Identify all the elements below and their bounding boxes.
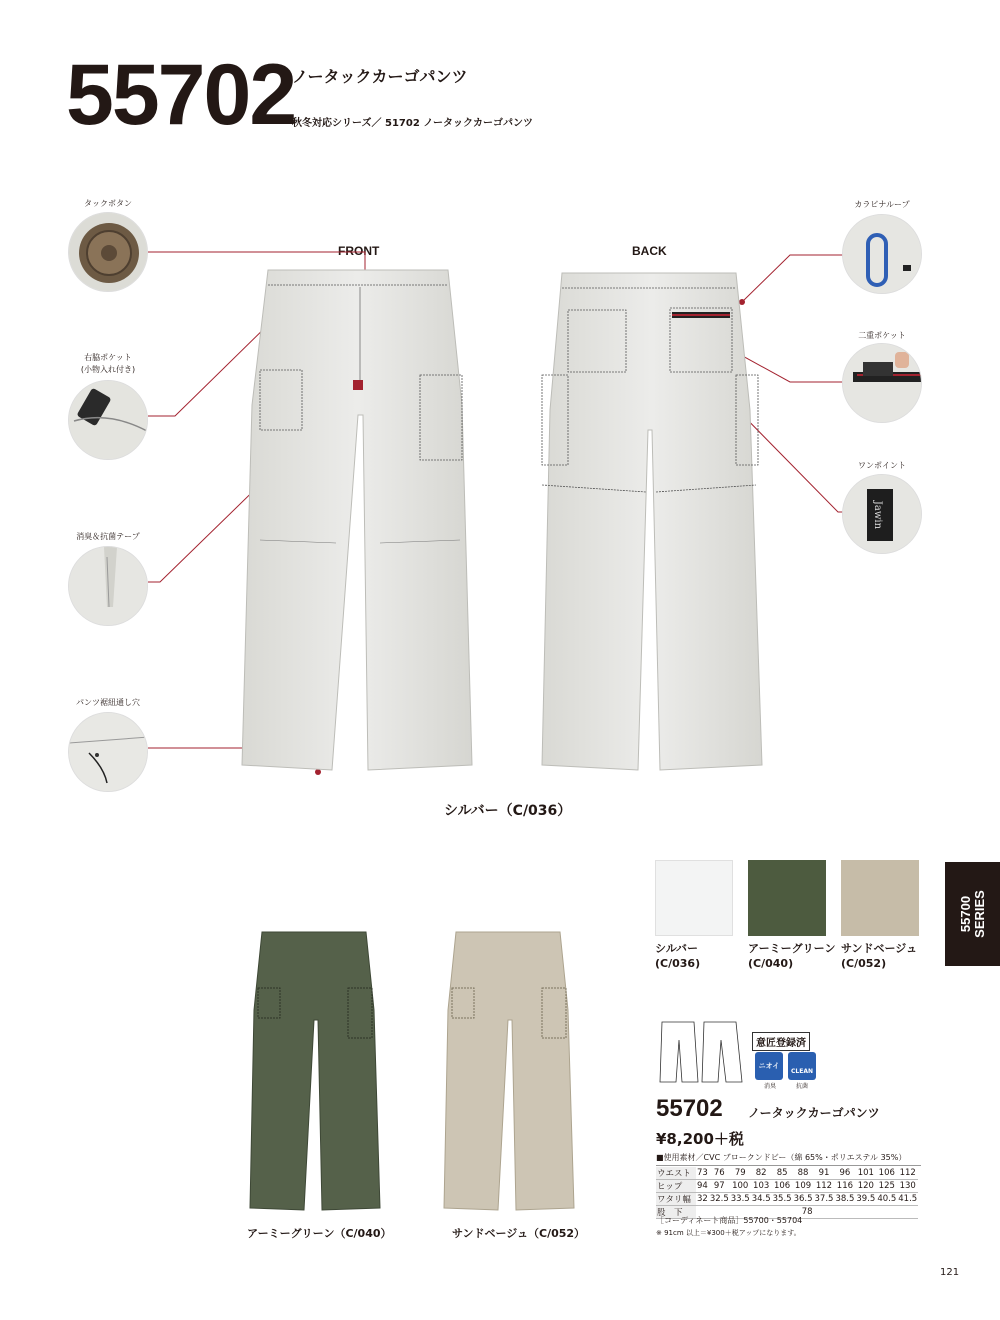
callout-label-deodorant-tape: 消臭＆抗菌テープ (76, 532, 140, 541)
pants-line-drawing-icon (656, 1020, 746, 1086)
size-cell: 109 (793, 1180, 814, 1193)
deodorant-tape-detail-image (68, 546, 148, 626)
spec-material: ■使用素材／CVC ブロークンドビー（綿 65%・ポリエステル 35%） (656, 1152, 921, 1166)
size-cell: 32 (697, 1194, 708, 1204)
tack-button-detail-image (68, 212, 148, 292)
size-table (656, 1167, 918, 1219)
size-cell: 91 (814, 1167, 835, 1180)
swatch-army-green-label: アーミーグリーン (C/040) (748, 942, 836, 970)
one-point-logo-detail-image (842, 474, 922, 554)
size-cell: 76 (709, 1167, 730, 1180)
size-table-row (656, 1193, 918, 1206)
size-cell: 73 (697, 1168, 708, 1178)
size-cell: 41.5 (898, 1194, 918, 1204)
size-cell: 125 (876, 1180, 897, 1193)
size-cell: 82 (751, 1167, 772, 1180)
size-table-row (656, 1180, 918, 1193)
tape-icon (69, 547, 148, 626)
model-number-heading: 55702 (66, 47, 296, 143)
pants-sand-beige-image (442, 930, 577, 1215)
antibacterial-label: 抗菌 (796, 1083, 809, 1090)
size-cell: 103 (751, 1180, 772, 1193)
callout-label-hem-string-hole: パンツ裾紐通し穴 (76, 698, 140, 707)
size-row-label: ヒップ (656, 1180, 696, 1193)
double-pocket-detail-image (842, 343, 922, 423)
pocket-icon (843, 344, 922, 423)
size-cell: 97 (709, 1180, 730, 1193)
pants-back-image (538, 270, 768, 780)
size-cell: 96 (834, 1167, 855, 1180)
size-row-label: ワタリ幅 (656, 1193, 696, 1206)
button-icon (69, 213, 148, 292)
page-number: 121 (940, 1267, 960, 1278)
size-cell: 78 (696, 1206, 918, 1219)
callout-label-double-pocket: 二重ポケット (858, 331, 906, 340)
size-cell: 106 (772, 1180, 793, 1193)
coordinate-items: ［コーディネート商品］55700・55704 (656, 1216, 803, 1225)
brand-tag-icon (843, 475, 922, 554)
size-cell: 36.5 (793, 1194, 813, 1204)
front-label: FRONT (338, 244, 380, 258)
size-cell: 32.5 (709, 1194, 729, 1204)
size-cell: 88 (793, 1167, 814, 1180)
product-name: ノータックカーゴパンツ (292, 67, 468, 86)
size-cell: 130 (897, 1180, 918, 1193)
hem-hole-detail-image (68, 712, 148, 792)
sand-beige-caption: サンドベージュ（C/052） (452, 1227, 586, 1240)
callout-label-one-point: ワンポイント (858, 461, 906, 470)
size-cell: 37.5 (814, 1194, 834, 1204)
size-cell: 79 (730, 1167, 751, 1180)
spec-product-name: ノータックカーゴパンツ (748, 1106, 880, 1120)
size-cell: 116 (834, 1180, 855, 1193)
swatch-army-green (748, 860, 826, 936)
size-cell: 39.5 (856, 1194, 876, 1204)
size-cell: 94 (697, 1181, 708, 1191)
size-cell: 106 (876, 1167, 897, 1180)
callout-label-right-side-pocket: 右脇ポケット (小物入れ付き) (80, 353, 136, 374)
size-table-row (656, 1167, 918, 1180)
price-note: ※ 91cm 以上＝¥300＋税アップになります。 (656, 1229, 801, 1237)
carabiner-detail-image (842, 214, 922, 294)
size-cell: 100 (730, 1180, 751, 1193)
main-color-caption: シルバー（C/036） (444, 803, 572, 819)
side-pocket-detail-image (68, 380, 148, 460)
string-hole-icon (69, 713, 148, 792)
size-cell: 112 (814, 1180, 835, 1193)
swatch-silver (655, 860, 733, 936)
callout-label-tack-button: タックボタン (84, 199, 132, 208)
spec-model-number: 55702 (656, 1095, 723, 1122)
pants-front-image (240, 265, 480, 785)
size-cell: 33.5 (730, 1194, 750, 1204)
size-cell: 40.5 (877, 1194, 897, 1204)
series-line: 秋冬対応シリーズ／ 51702 ノータックカーゴパンツ (292, 118, 533, 129)
army-green-caption: アーミーグリーン（C/040） (247, 1227, 392, 1240)
deodorant-badge-icon: ニオイ (755, 1052, 783, 1080)
svg-text:Jawin: Jawin (872, 500, 883, 530)
size-row-label: ウエスト (656, 1167, 696, 1180)
pants-army-green-image (248, 930, 383, 1215)
swatch-sand-beige-label: サンドベージュ (C/052) (841, 942, 918, 970)
series-tab: 55700 SERIES (945, 862, 1000, 966)
size-row-label: 股 下 (656, 1206, 696, 1219)
carabiner-icon (843, 215, 922, 294)
size-cell: 120 (855, 1180, 876, 1193)
deodorant-label: 消臭 (764, 1083, 777, 1090)
callout-label-carabiner-loop: カラビナループ (854, 200, 910, 209)
phone-pocket-icon (69, 381, 148, 460)
size-cell: 112 (897, 1167, 918, 1180)
size-cell: 35.5 (772, 1194, 792, 1204)
spec-price: ¥8,200＋税 (656, 1130, 744, 1148)
size-cell: 38.5 (835, 1194, 855, 1204)
size-cell: 85 (772, 1167, 793, 1180)
size-cell: 34.5 (751, 1194, 771, 1204)
size-cell: 101 (855, 1167, 876, 1180)
back-label: BACK (632, 244, 667, 258)
swatch-sand-beige (841, 860, 919, 936)
design-registered-badge: 意匠登録済 (752, 1032, 810, 1051)
clean-badge-icon: CLEAN (788, 1052, 816, 1080)
swatch-silver-label: シルバー (C/036) (655, 942, 701, 970)
